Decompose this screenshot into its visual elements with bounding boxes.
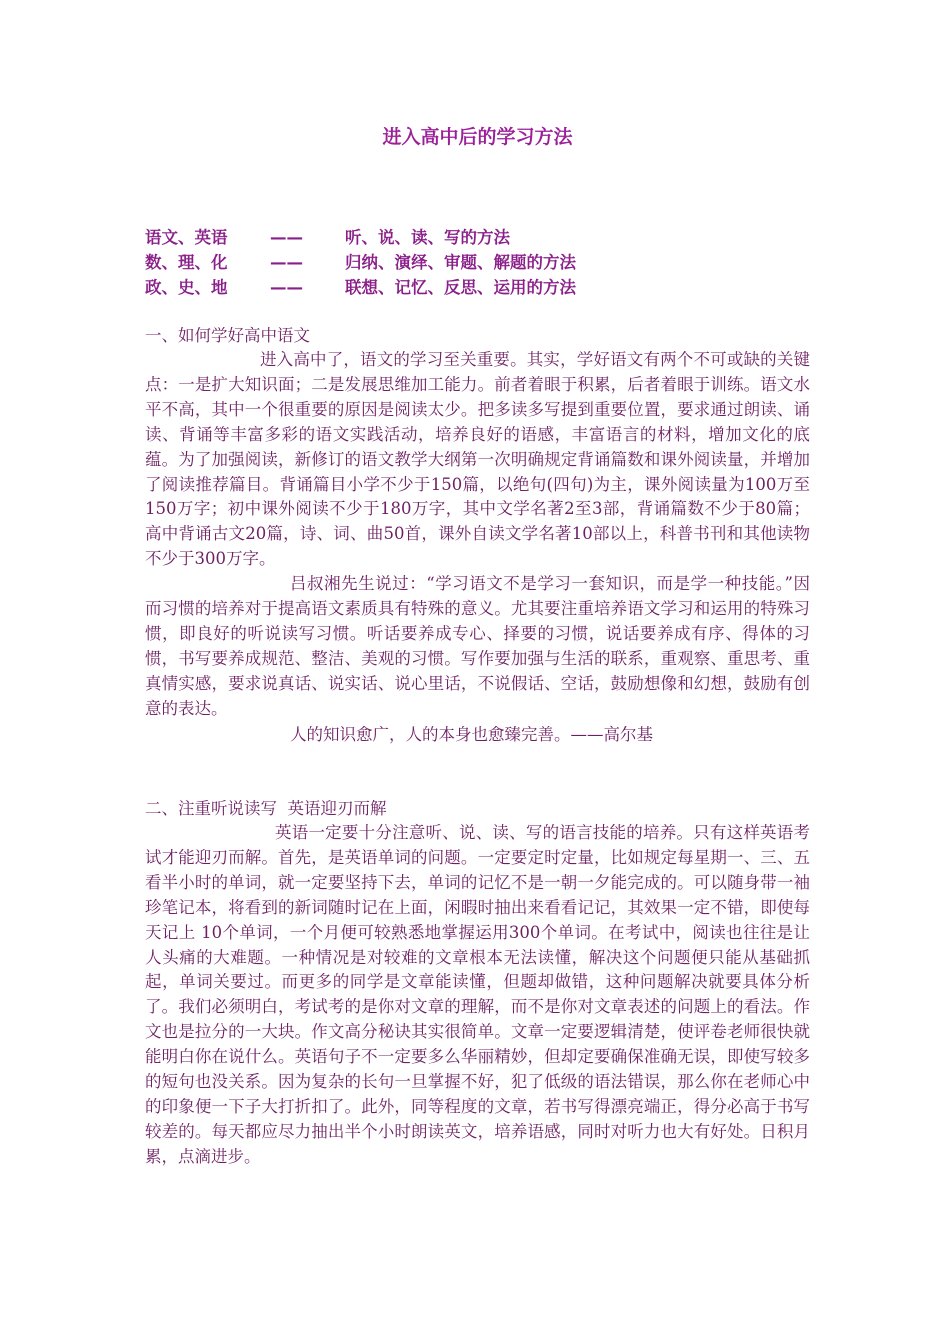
summary-method: 归纳、演绎、审题、解题的方法 xyxy=(345,253,576,272)
summary-dash: —— xyxy=(270,228,303,247)
summary-method: 联想、记忆、反思、运用的方法 xyxy=(345,278,576,297)
document-title: 进入高中后的学习方法 xyxy=(382,126,573,148)
summary-subject: 语文、英语 xyxy=(145,228,228,247)
summary-row-language xyxy=(145,225,810,250)
summary-dash: —— xyxy=(270,253,303,272)
section-chinese xyxy=(145,323,810,747)
summary-row-humanities xyxy=(145,275,810,300)
summary-method: 听、说、读、写的方法 xyxy=(345,228,510,247)
subject-methods-summary xyxy=(145,225,810,300)
paragraph: 吕叔湘先生说过：“学习语文不是学习一套知识，而是学一种技能。”因而习惯的培养对于提高语文素质具有特殊的意义。尤其要注重培养语文学习和运用的特殊习惯，即良好的听说读写习惯。听话要养成专心、择要的习惯，说话要养成有序、得体的习惯，书写要养成规范、整洁、美观的习惯。写作要加强与生活的联系，重观察、重思考、重真情实感，要求说真话、说实话、说心里话，不说假话、空话，鼓励想像和幻想，鼓励有创意的表达。 xyxy=(145,574,810,718)
quote: 人的知识愈广，人的本身也愈臻完善。——高尔基 xyxy=(290,724,653,744)
section-english xyxy=(145,796,810,1170)
summary-row-science xyxy=(145,250,810,275)
summary-dash: —— xyxy=(270,278,303,297)
summary-subject: 数、理、化 xyxy=(145,253,228,272)
paragraph: 英语一定要十分注意听、说、读、写的语言技能的培养。只有这样英语考试才能迎刃而解。首先，是英语单词的问题。一定要定时定量，比如规定每星期一、三、五看半小时的单词，就一定要坚持下去，单词的记忆不是一朝一夕能完成的。可以随身带一袖珍笔记本，将看到的新词随时记在上面，闲暇时抽出来看看记记，其效果一定不错，即使每天记上 10个单词，一个月便可较熟悉地掌握运用300个单词。在考试中，阅读也往往是让人头痛的大难题。一种情况是对较难的文章根本无法读懂，解决这个问题便只能从基础抓起，单词关要过。而更多的同学是文章能读懂，但题却做错，这种问题解决就要具体分析了。我们必须明白，考试考的是你对文章的理解，而不是你对文章表述的问题上的看法。作文也是拉分的一大块。作文高分秘诀其实很简单。文章一定要逻辑清楚，使评卷老师很快就能明白你在说什么。英语句子不一定要多么华丽精妙，但却定要确保准确无误，即使写较多的短句也没关系。因为复杂的长句一旦掌握不好，犯了低级的语法错误，那么你在老师心中的印象便一下子大打折扣了。此外，同等程度的文章，若书写得漂亮端正，得分必高于书写较差的。每天都应尽力抽出半个小时朗读英文，培养语感，同时对听力也大有好处。日积月累，点滴进步。 xyxy=(145,823,810,1166)
summary-subject: 政、史、地 xyxy=(145,278,228,297)
section-heading: 一、如何学好高中语文 xyxy=(145,326,310,345)
paragraph: 进入高中了，语文的学习至关重要。其实，学好语文有两个不可或缺的关键点：一是扩大知识面；二是发展思维加工能力。前者着眼于积累，后者着眼于训练。语文水平不高，其中一个很重要的原因是阅读太少。把多读多写提到重要位置，要求通过朗读、诵读、背诵等丰富多彩的语文实践活动，培养良好的语感，丰富语言的材料，增加文化的底蕴。为了加强阅读，新修订的语文教学大纲第一次明确规定背诵篇数和课外阅读量，并增加了阅读推荐篇目。背诵篇目小学不少于150篇，以绝句(四句)为主，课外阅读量为100万至150万字；初中课外阅读不少于180万字，其中文学名著2至3部，背诵篇数不少于80篇；高中背诵古文20篇，诗、词、曲50首，课外自读文学名著10部以上，科普书刊和其他读物不少于300万字。 xyxy=(145,350,810,569)
section-heading: 二、注重听说读写 英语迎刃而解 xyxy=(145,799,387,818)
